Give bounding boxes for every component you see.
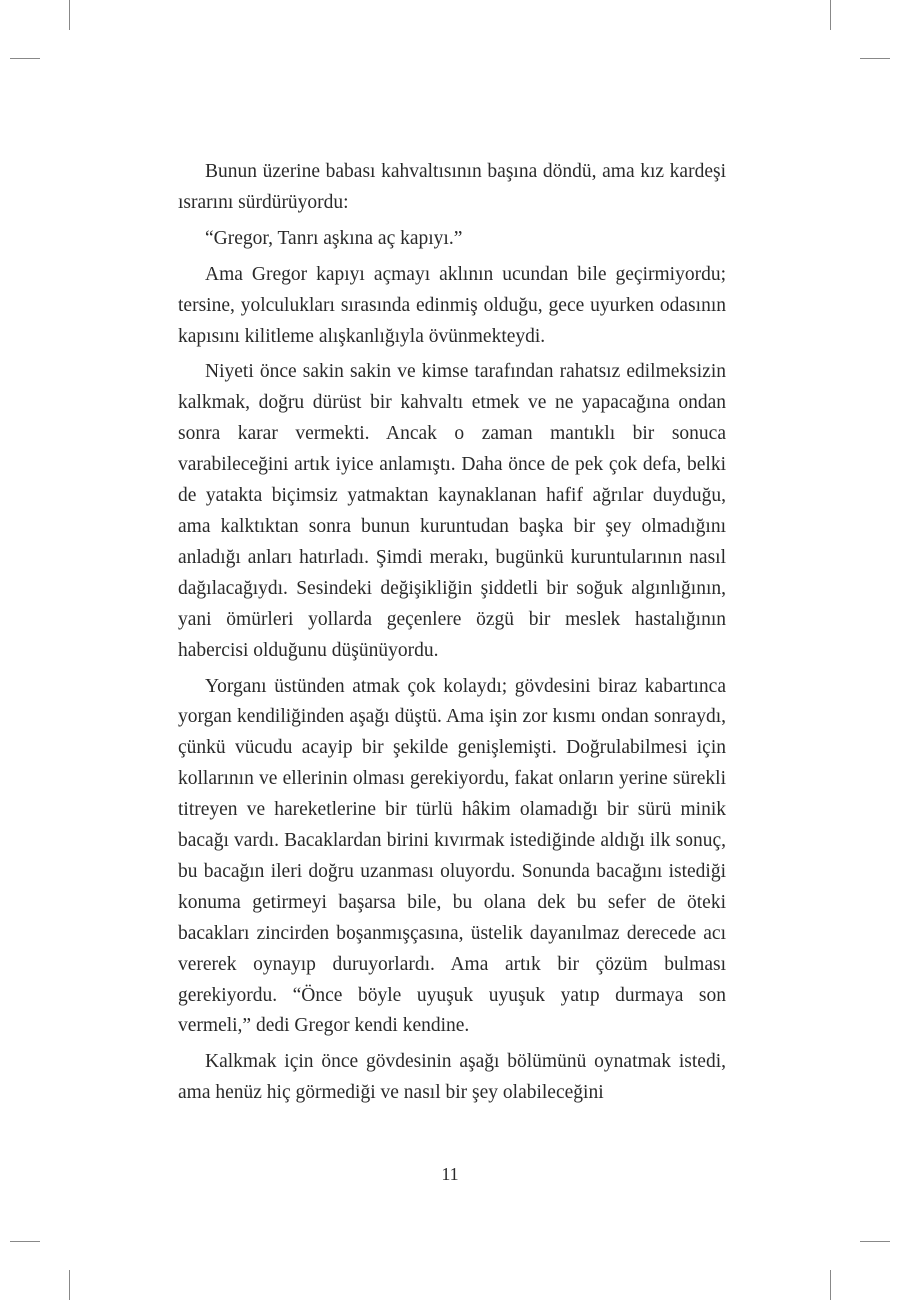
crop-mark-top-left (69, 0, 70, 30)
paragraph: Bunun üzerine babası kahvaltısının başına döndü, ama kız kardeşi ısrarını sürdürüyordu: (178, 161, 726, 213)
crop-mark-right-top (860, 58, 890, 59)
crop-mark-right-bottom (860, 1241, 890, 1242)
crop-mark-bottom-left (69, 1270, 70, 1300)
paragraph: Ama Gregor kapıyı açmayı aklının ucundan bile geçirmiyordu; tersine, yolculukları sırasında edinmiş olduğu, gece uyurken odasının kapısını kilitleme alışkanlığıyla övünmekteydi. (178, 263, 726, 347)
body-text (178, 157, 726, 1109)
crop-mark-top-right (830, 0, 831, 30)
crop-mark-bottom-right (830, 1270, 831, 1300)
page-number: 11 (441, 1164, 459, 1184)
paragraph: Kalkmak için önce gövdesinin aşağı bölümünü oynatmak istedi, ama henüz hiç görmediği ve nasıl bir şey olabileceğini (178, 1051, 726, 1104)
crop-mark-left-top (10, 58, 40, 59)
paragraph: Yorganı üstünden atmak çok kolaydı; gövdesini biraz kabartınca yorgan kendiliğinden aşağı düştü. Ama işin zor kısmı ondan sonraydı, çünkü vücudu acayip bir şekilde genişlemişti. Doğrulabilmesi için kollarının ve ellerinin olması gerekiyordu, fakat onların yerine sürekli titreyen ve hareketlerine bir türlü hâkim olamadığı bir sürü minik bacağı vardı. Bacaklardan birini kıvırmak istediğinde aldığı ilk sonuç, bu bacağın ileri doğru uzanması oluyordu. Sonunda bacağını istediği konuma getirmeyi başarsa bile, bu olana dek bu sefer de öteki bacakları zincirden boşanmışçasına, üstelik dayanılmaz derecede acı vererek oynayıp duruyorlardı. Ama artık bir çözüm bulması gerekiyordu. “Önce böyle uyuşuk uyuşuk yatıp durmaya son vermeli,” dedi Gregor kendi kendine. (178, 675, 726, 1037)
paragraph: Niyeti önce sakin sakin ve kimse tarafından rahatsız edilmeksizin kalkmak, doğru dürüst bir kahvaltı etmek ve ne yapacağına ondan sonra karar vermekti. Ancak o zaman mantıklı bir sonuca varabileceğini artık iyice anlamıştı. Daha önce de pek çok defa, belki de yatakta biçimsiz yatmaktan kaynaklanan hafif ağrılar duyduğu, ama kalktıktan sonra bunun kuruntudan başka bir şey olmadığını anladığı anları hatırladı. Şimdi merakı, bugünkü kuruntularının nasıl dağılacağıydı. Sesindeki değişikliğin şiddetli bir soğuk algınlığının, yani ömürleri yollarda geçenlere özgü bir meslek hastalığının habercisi olduğunu düşünüyordu. (178, 361, 726, 661)
paragraph-dialogue: “Gregor, Tanrı aşkına aç kapıyı.” (205, 227, 463, 249)
crop-mark-left-bottom (10, 1241, 40, 1242)
